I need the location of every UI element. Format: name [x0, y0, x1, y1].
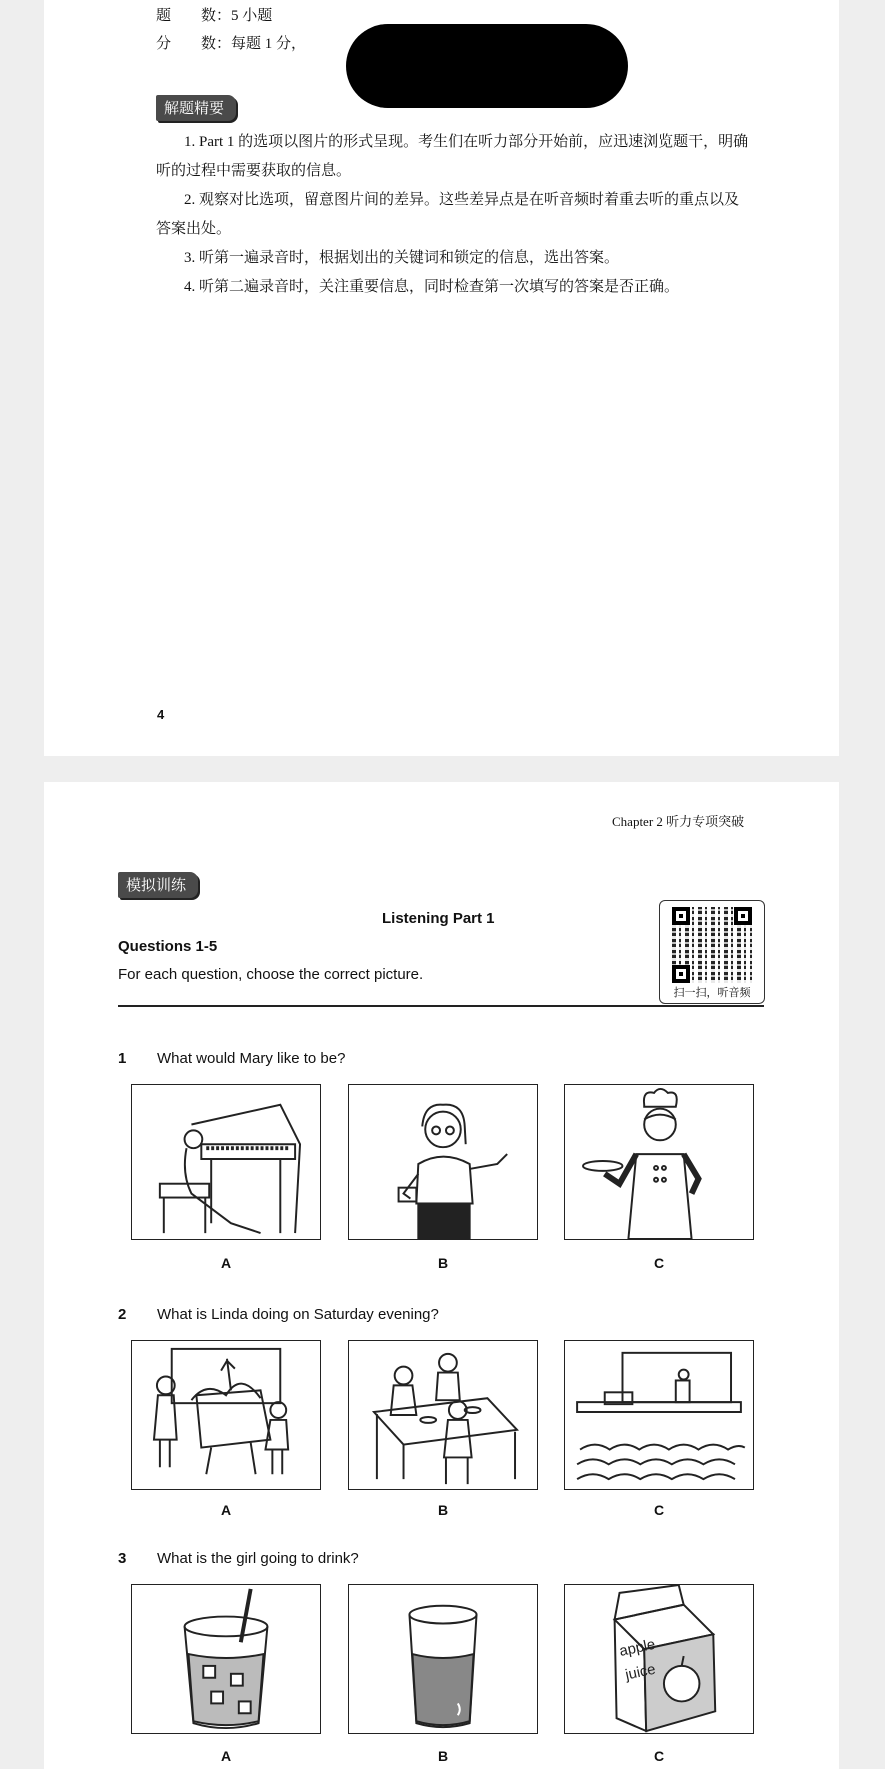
tips-section-tag: 解题精要 — [156, 95, 236, 121]
practice-page — [44, 782, 839, 1769]
option-label: B — [437, 1255, 449, 1271]
teacher-icon[interactable] — [348, 1084, 538, 1240]
chef-icon[interactable] — [564, 1084, 754, 1240]
theatre-stage-icon[interactable] — [564, 1340, 754, 1490]
question-number: 2 — [118, 1306, 127, 1323]
instruction-text: For each question, choose the correct picture. — [118, 966, 424, 983]
question-text: What is Linda doing on Saturday evening? — [157, 1306, 439, 1323]
qr-code[interactable] — [659, 900, 765, 1004]
question-text: What would Mary like to be? — [157, 1050, 346, 1067]
question-text: What is the girl going to drink? — [157, 1550, 359, 1567]
option-label: B — [437, 1748, 449, 1764]
question-count-value: 5 小题 — [231, 8, 273, 24]
qr-finder-icon — [672, 907, 690, 925]
tip-line: 3. 听第一遍录音时，根据划出的关键词和锁定的信息，选出答案。 — [184, 250, 620, 266]
header-divider — [118, 1005, 764, 1007]
qr-caption: 扫一扫，听音频 — [673, 986, 751, 999]
score-label: 分 数： — [156, 36, 232, 52]
art-class-icon[interactable] — [131, 1340, 321, 1490]
carton-text-apple: apple — [618, 1636, 657, 1660]
tip-line: 2. 观察对比选项，留意图片间的差异。这些差异点是在听音频时着重去听的重点以及 — [184, 192, 740, 208]
top-page — [44, 0, 839, 756]
page-number: 4 — [157, 707, 165, 722]
option-label: C — [653, 1255, 665, 1271]
tip-line: 听的过程中需要获取的信息。 — [156, 163, 352, 179]
tip-line: 1. Part 1 的选项以图片的形式呈现。考生们在听力部分开始前，应迅速浏览题干，明确 — [184, 134, 749, 150]
option-label: C — [653, 1748, 665, 1764]
question-number: 1 — [118, 1050, 127, 1067]
question-count-row — [156, 4, 272, 25]
part-title: Listening Part 1 — [382, 910, 495, 927]
option-label: A — [220, 1502, 232, 1518]
tip-line: 答案出处。 — [156, 221, 232, 237]
option-label: A — [220, 1255, 232, 1271]
practice-section-tag: 模拟训练 — [118, 872, 198, 898]
option-label: B — [437, 1502, 449, 1518]
option-label: A — [220, 1748, 232, 1764]
piano-player-icon[interactable] — [131, 1084, 321, 1240]
question-count-label: 题 数： — [156, 8, 232, 24]
chapter-header: Chapter 2 听力专项突破 — [612, 814, 745, 829]
option-label: C — [653, 1502, 665, 1518]
glass-of-water-icon[interactable] — [348, 1584, 538, 1734]
score-row — [156, 32, 306, 53]
tip-line: 4. 听第二遍录音时，关注重要信息，同时检查第一次填写的答案是否正确。 — [184, 279, 680, 295]
tips-body — [156, 128, 836, 302]
redaction-blot — [346, 24, 628, 108]
question-number: 3 — [118, 1550, 127, 1567]
carton-text-juice: juice — [623, 1661, 658, 1684]
questions-heading: Questions 1-5 — [118, 938, 218, 955]
qr-finder-icon — [672, 965, 690, 983]
iced-drink-icon[interactable] — [131, 1584, 321, 1734]
apple-juice-carton-icon[interactable] — [564, 1584, 754, 1734]
score-value: 每题 1 分， — [231, 36, 307, 52]
qr-finder-icon — [734, 907, 752, 925]
family-dinner-icon[interactable] — [348, 1340, 538, 1490]
